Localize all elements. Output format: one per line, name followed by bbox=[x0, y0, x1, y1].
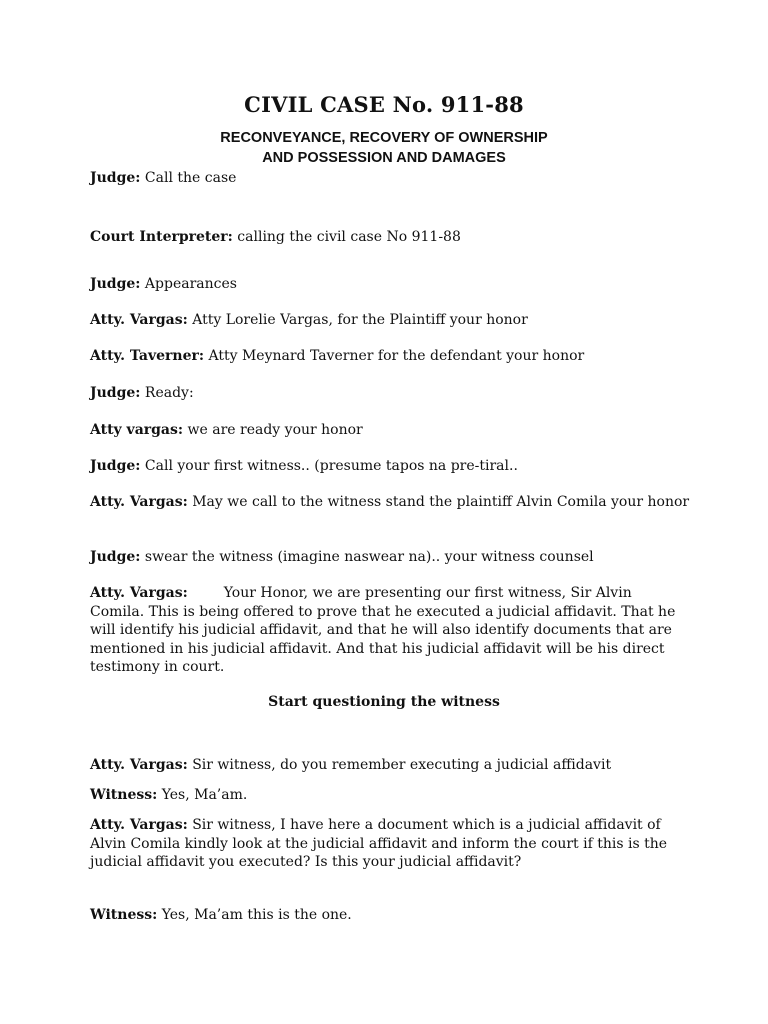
case-title: CIVIL CASE No. 911-88 bbox=[244, 92, 524, 117]
speaker-label: Atty. Vargas: bbox=[90, 817, 188, 833]
speaker-label: Judge: bbox=[90, 170, 141, 186]
case-subtitle-line-2: AND POSSESSION AND DAMAGES bbox=[262, 150, 506, 166]
speaker-label: Atty. Vargas: bbox=[90, 312, 188, 328]
statement-text: Appearances bbox=[144, 276, 237, 292]
statement-text: we are ready your honor bbox=[187, 422, 363, 438]
speaker-label: Witness: bbox=[90, 787, 158, 803]
speaker-label: Witness: bbox=[90, 907, 158, 923]
transcript-entry bbox=[90, 756, 690, 775]
statement-text: Sir witness, I have here a document which is a judicial affidavit of Alvin Comila kindly look at the judicial affidavit and inform the court if this is the judicial affidavit you executed? Is this your judicial affidavit? bbox=[90, 817, 668, 870]
statement-text: Atty Lorelie Vargas, for the Plaintiff your honor bbox=[192, 312, 528, 328]
statement-text: swear the witness (imagine naswear na).. your witness counsel bbox=[144, 549, 594, 565]
transcript-entry bbox=[90, 816, 690, 872]
speaker-label: Atty. Vargas: bbox=[90, 757, 188, 773]
speaker-label: Judge: bbox=[90, 549, 141, 565]
transcript-entry bbox=[90, 169, 690, 188]
speaker-label: Atty. Vargas: bbox=[90, 585, 188, 601]
transcript-entry bbox=[90, 906, 690, 925]
transcript-entry bbox=[90, 275, 690, 294]
statement-text: calling the civil case No 911-88 bbox=[237, 229, 461, 245]
transcript-entry bbox=[90, 493, 690, 512]
transcript-entry bbox=[90, 548, 690, 567]
speaker-label: Atty. Vargas: bbox=[90, 494, 188, 510]
transcript-entry bbox=[90, 384, 690, 403]
statement-text: Yes, Ma’am. bbox=[161, 787, 248, 803]
statement-text: Yes, Ma’am this is the one. bbox=[161, 907, 352, 923]
statement-text: Ready: bbox=[144, 385, 194, 401]
section-heading: Start questioning the witness bbox=[268, 694, 500, 710]
transcript-entry bbox=[90, 786, 690, 805]
statement-text: Atty Meynard Taverner for the defendant your honor bbox=[208, 348, 585, 364]
transcript-entry bbox=[90, 228, 690, 247]
statement-text: Call the case bbox=[144, 170, 237, 186]
speaker-label: Court Interpreter: bbox=[90, 229, 233, 245]
transcript-entry bbox=[90, 457, 690, 476]
transcript-entry bbox=[90, 421, 690, 440]
speaker-label: Atty. Taverner: bbox=[90, 348, 205, 364]
statement-text: Sir witness, do you remember executing a judicial affidavit bbox=[192, 757, 612, 773]
speaker-label: Atty vargas: bbox=[90, 422, 184, 438]
transcript-entry bbox=[90, 311, 690, 330]
statement-text: Call your first witness.. (presume tapos na pre-tiral.. bbox=[144, 458, 518, 474]
speaker-label: Judge: bbox=[90, 276, 141, 292]
transcript-entry bbox=[90, 347, 690, 366]
speaker-label: Judge: bbox=[90, 385, 141, 401]
case-subtitle-line-1: RECONVEYANCE, RECOVERY OF OWNERSHIP bbox=[220, 130, 548, 146]
statement-text: Your Honor, we are presenting our first witness, Sir Alvin Comila. This is being offered to prove that he executed a judicial affidavit. That he will identify his judicial affidavit, and that he will also identify documents that are mentioned in his judicial affidavit. And that his judicial affidavit will be his direct testimony in court. bbox=[90, 585, 676, 675]
speaker-label: Judge: bbox=[90, 458, 141, 474]
statement-text: May we call to the witness stand the plaintiff Alvin Comila your honor bbox=[192, 494, 690, 510]
transcript-entry bbox=[90, 584, 690, 677]
